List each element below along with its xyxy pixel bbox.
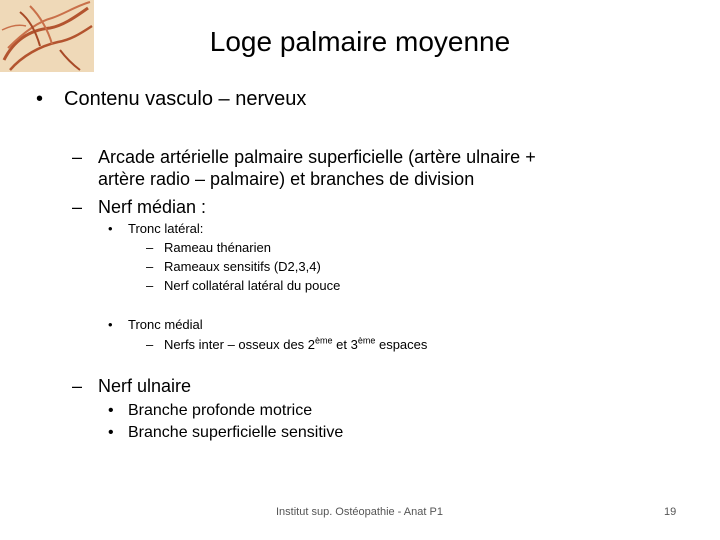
subbullet-text: Nerf ulnaire [98,376,192,396]
item-text: Rameaux sensitifs (D2,3,4) [164,259,321,274]
dash-marker: – [146,240,154,255]
item-text: Nerf collatéral latéral du pouce [164,278,341,293]
item-tronc-lateral [108,219,203,238]
dash-marker: – [146,278,154,293]
slide-title: Loge palmaire moyenne [209,26,511,57]
dash-marker: – [146,337,154,352]
item-nerf-collateral [146,276,340,295]
item-text: Rameau thénarien [164,240,271,255]
item-text: Tronc latéral: [128,221,204,236]
subbullet-text: Arcade artérielle palmaire superficielle (artère ulnaire + [98,147,536,167]
item-text: Branche superficielle sensitive [128,424,344,441]
bullet-marker: • [36,88,44,110]
superscript: ème [315,335,333,346]
bullet-contenu [36,87,306,111]
item-text-b: et 3 [332,337,358,352]
bullet-marker: • [108,424,114,441]
subbullet-nerf-ulnaire [72,375,191,397]
superscript: ème [357,335,376,346]
bullet-text: Contenu vasculo – nerveux [64,88,307,110]
bullet-marker: • [108,221,113,236]
item-nerfs-inter-osseux [146,335,427,354]
footer-source: Institut sup. Ostéopathie - Anat P1 [276,506,443,518]
subbullet-arcade-line2: artère radio – palmaire) et branches de division [98,169,475,189]
dash-marker: – [146,259,154,274]
item-text: Branche profonde motrice [128,402,313,419]
item-branche-profonde [108,401,312,421]
item-branche-superficielle [108,423,343,443]
dash-marker: – [72,376,83,396]
item-text-a: Nerfs inter – osseux des 2 [164,337,316,352]
item-tronc-medial [108,315,203,334]
dash-marker: – [72,197,83,217]
subbullet-arcade-line1 [72,146,536,168]
item-text-c: espaces [375,337,428,352]
subbullet-nerf-median [72,196,206,218]
bullet-marker: • [108,402,114,419]
dash-marker: – [72,147,83,167]
item-rameaux-sensitifs [146,257,321,276]
bullet-marker: • [108,317,113,332]
item-rameau-thenarien [146,238,271,257]
item-text: Tronc médial [128,317,203,332]
subbullet-text: Nerf médian : [98,197,207,217]
page-number: 19 [664,506,677,518]
